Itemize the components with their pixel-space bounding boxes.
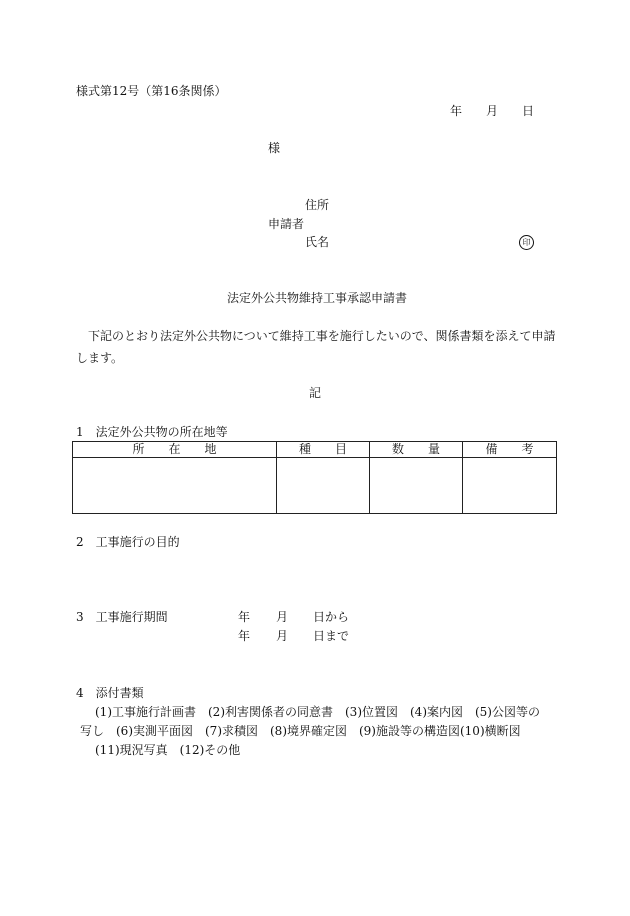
- type-cell[interactable]: [277, 458, 370, 514]
- to-day[interactable]: 日まで: [313, 629, 350, 643]
- section4-heading: 4 添付書類: [76, 686, 144, 700]
- attachment-line-1: (1)工事施行計画書 (2)利害関係者の同意書 (3)位置図 (4)案内図 (5)公図等の: [95, 705, 540, 719]
- column-header-type: 種 目: [277, 442, 370, 458]
- section1-heading: 1 法定外公共物の所在地等: [76, 425, 228, 439]
- quantity-cell[interactable]: [370, 458, 463, 514]
- form-number: 様式第12号（第16条関係）: [76, 84, 227, 98]
- column-header-location: 所 在 地: [73, 442, 277, 458]
- table-row: [73, 458, 557, 514]
- applicant-label: 申請者: [268, 217, 305, 231]
- attachment-line-2: 写し (6)実測平面図 (7)求積図 (8)境界確定図 (9)施設等の構造図(10)横断図: [80, 724, 521, 738]
- body-text: 下記のとおり法定外公共物について維持工事を施行したいので、関係書類を添えて申請します。: [76, 329, 556, 365]
- date-month[interactable]: 月: [486, 104, 499, 118]
- remarks-cell[interactable]: [463, 458, 557, 514]
- column-header-remarks: 備 考: [463, 442, 557, 458]
- section2-heading: 2 工事施行の目的: [76, 535, 180, 549]
- address-label: 住所: [305, 198, 330, 212]
- to-month[interactable]: 月: [276, 629, 289, 643]
- section3-heading: 3 工事施行期間: [76, 610, 168, 624]
- addressee-suffix: 様: [268, 141, 281, 155]
- table-header-row: [73, 442, 557, 458]
- column-header-quantity: 数 量: [370, 442, 463, 458]
- from-month[interactable]: 月: [276, 610, 289, 624]
- seal-mark: 印: [519, 235, 534, 250]
- date-day[interactable]: 日: [522, 104, 535, 118]
- to-year[interactable]: 年: [238, 629, 251, 643]
- location-table: [72, 441, 557, 514]
- from-year[interactable]: 年: [238, 610, 251, 624]
- date-year[interactable]: 年: [450, 104, 463, 118]
- ki-marker: 記: [309, 386, 322, 400]
- document-title: 法定外公共物維持工事承認申請書: [227, 291, 408, 305]
- attachment-line-3: (11)現況写真 (12)その他: [95, 743, 241, 757]
- name-label: 氏名: [305, 235, 330, 249]
- location-cell[interactable]: [73, 458, 277, 514]
- from-day[interactable]: 日から: [313, 610, 350, 624]
